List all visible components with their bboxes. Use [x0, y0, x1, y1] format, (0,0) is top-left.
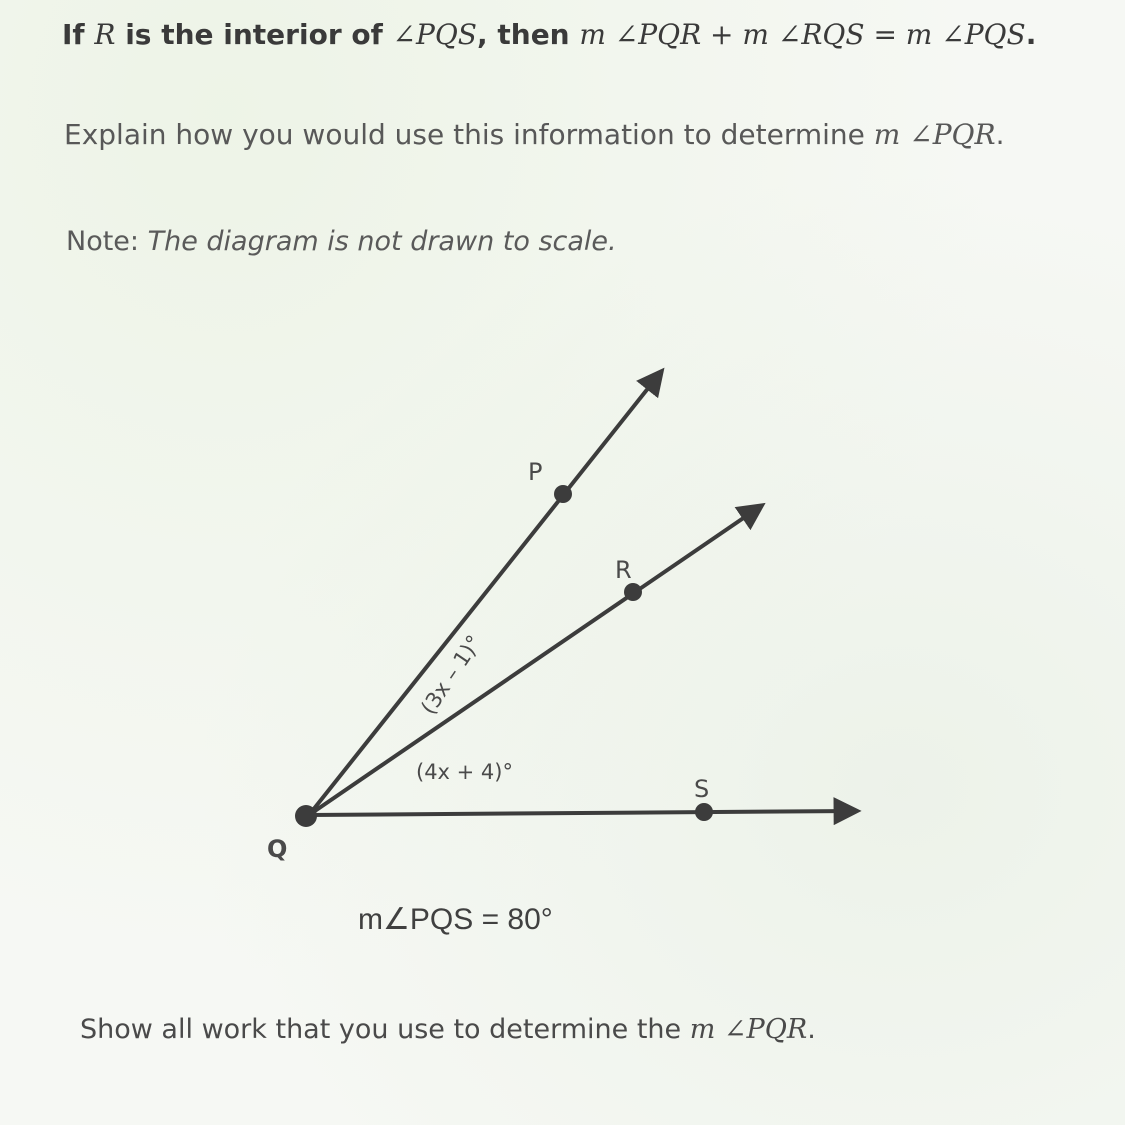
statement-then: , then [476, 18, 580, 51]
angle-rqs-expression: (4x + 4)° [416, 760, 513, 784]
show-work-angle-notation: m ∠PQR [689, 1014, 808, 1045]
note-label: Note: [66, 226, 148, 257]
point-r-label: R [94, 18, 116, 51]
label-p: P [528, 458, 543, 486]
angle-pqr-expression: (3x – 1)° [416, 630, 487, 719]
show-work-prompt [80, 1014, 816, 1045]
ray-qr [309, 506, 761, 815]
explain-angle-notation: m ∠PQR [873, 118, 996, 151]
angle-pqs-notation: ∠PQS [392, 18, 477, 51]
angle-addition-equation: m ∠PQR + m ∠RQS = m ∠PQS [579, 18, 1026, 51]
show-work-text: Show all work that you use to determine the [80, 1014, 690, 1045]
ray-qs [309, 811, 856, 815]
statement-prefix: If [62, 18, 95, 51]
statement-end: . [1025, 18, 1037, 51]
point-q-dot [295, 805, 317, 827]
point-p-dot [554, 485, 572, 503]
note-text: The diagram is not drawn to scale. [147, 226, 617, 257]
label-q: Q [267, 835, 288, 863]
show-work-end: . [807, 1014, 816, 1045]
point-s-dot [695, 803, 713, 821]
ray-qp [309, 372, 661, 815]
explain-end: . [995, 118, 1005, 151]
point-r-dot [624, 583, 642, 601]
label-s: S [694, 775, 710, 803]
explain-text: Explain how you would use this information to determine [64, 118, 874, 151]
given-angle-measure: m∠PQS = 80° [358, 903, 553, 936]
statement-mid: is the interior of [115, 18, 393, 51]
label-r: R [615, 556, 632, 584]
